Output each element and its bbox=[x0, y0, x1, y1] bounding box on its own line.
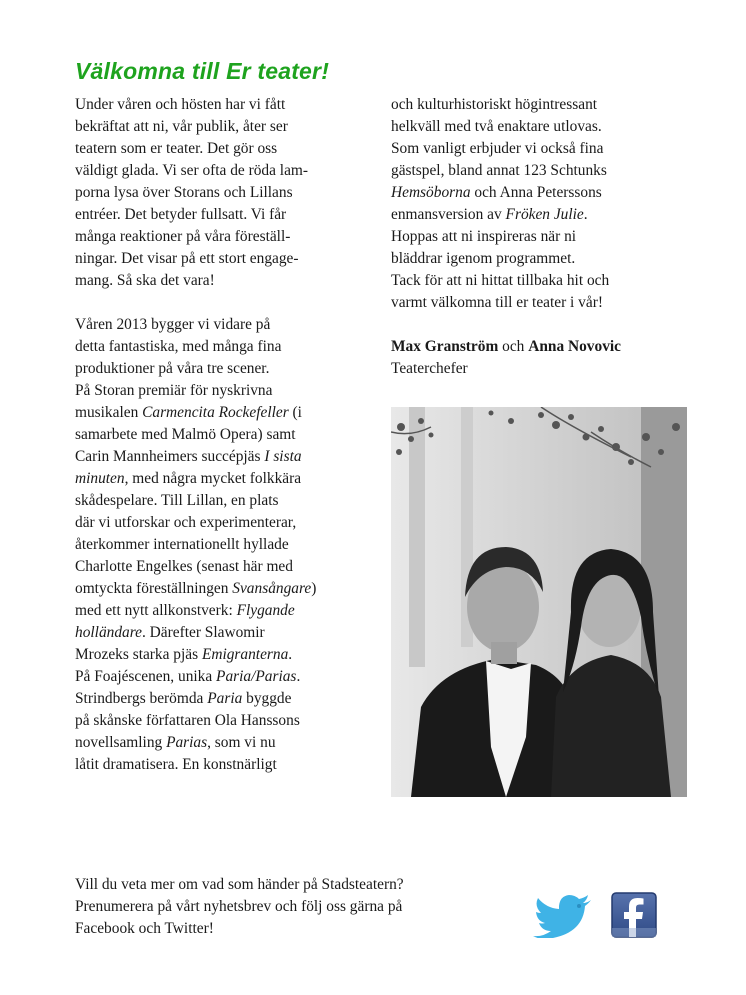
text-line: där vi utforskar och experimenterar, bbox=[75, 514, 297, 531]
page-title: Välkomna till Er teater! bbox=[75, 58, 330, 84]
play-title: holländare bbox=[75, 624, 142, 641]
signature-name: Anna Novovic bbox=[528, 338, 621, 355]
text-line: Tack för att ni hittat tillbaka hit och bbox=[391, 272, 610, 289]
text-line: holländare. Därefter Slawomir bbox=[75, 624, 265, 641]
text-line: Som vanligt erbjuder vi också fina bbox=[391, 140, 604, 157]
text-line: Hoppas att ni inspireras när ni bbox=[391, 228, 577, 245]
text-line: låtit dramatisera. En konstnärligt bbox=[75, 756, 277, 773]
signature bbox=[391, 336, 691, 380]
text-line: produktioner på våra tre scener. bbox=[75, 360, 270, 377]
text-line: teatern som er teater. Det gör oss bbox=[75, 140, 278, 157]
text-line: Hemsöborna och Anna Peterssons bbox=[391, 184, 602, 201]
text-line: porna lysa över Storans och Lillans bbox=[75, 184, 293, 201]
text-line: Under våren och hösten har vi fått bbox=[75, 96, 286, 113]
text-line: omtyckta föreställningen Svansångare) bbox=[75, 580, 317, 597]
text-line: skådespelare. Till Lillan, en plats bbox=[75, 492, 279, 509]
text-line: Charlotte Engelkes (senast här med bbox=[75, 558, 293, 575]
footer-line: Facebook och Twitter! bbox=[75, 920, 214, 937]
text-line: novellsamling Parias, som vi nu bbox=[75, 734, 276, 751]
left-column bbox=[75, 94, 375, 776]
play-title: Paria bbox=[207, 690, 243, 707]
play-title: Svansångare bbox=[232, 580, 312, 597]
text-line: helkväll med två enaktare utlovas. bbox=[391, 118, 602, 135]
signature-names: Max Granström och Anna Novovic bbox=[391, 338, 621, 355]
text-line: återkommer internationellt hyllade bbox=[75, 536, 289, 553]
text-line: ningar. Det visar på ett stort engage- bbox=[75, 250, 299, 267]
text-line: med ett nytt allkonstverk: Flygande bbox=[75, 602, 295, 619]
text-line: och kulturhistoriskt högintressant bbox=[391, 96, 598, 113]
footer-line: Prenumerera på vårt nyhetsbrev och följ oss gärna på bbox=[75, 898, 403, 915]
text-line: många reaktioner på våra föreställ- bbox=[75, 228, 291, 245]
play-title: I sista bbox=[264, 448, 302, 465]
facebook-f-icon[interactable] bbox=[611, 892, 657, 943]
text-line: Våren 2013 bygger vi vidare på bbox=[75, 316, 271, 333]
text-line: på skånske författaren Ola Hanssons bbox=[75, 712, 300, 729]
play-title: Fröken Julie bbox=[505, 206, 584, 223]
text-line: minuten, med några mycket folkkära bbox=[75, 470, 302, 487]
text-line: Carin Mannheimers succépjäs I sista bbox=[75, 448, 302, 465]
paragraph-spring-program bbox=[75, 314, 375, 776]
text-line: detta fantastiska, med många fina bbox=[75, 338, 282, 355]
twitter-bird-icon[interactable] bbox=[533, 894, 595, 943]
play-title: minuten bbox=[75, 470, 125, 487]
signature-role: Teaterchefer bbox=[391, 360, 468, 377]
footer-line: Vill du veta mer om vad som händer på Stadsteatern? bbox=[75, 876, 404, 893]
play-title: Carmencita Rockefeller bbox=[142, 404, 289, 421]
newsletter-footer bbox=[75, 874, 404, 940]
play-title: Paria/Parias bbox=[216, 668, 297, 685]
text-line: varmt välkomna till er teater i vår! bbox=[391, 294, 603, 311]
directors-photo bbox=[391, 407, 687, 797]
text-line: Strindbergs berömda Paria byggde bbox=[75, 690, 292, 707]
right-column bbox=[391, 94, 691, 380]
play-title: Emigranterna bbox=[201, 646, 289, 663]
text-line: På Foajéscenen, unika Paria/Parias. bbox=[75, 668, 301, 685]
text-line: mang. Så ska det vara! bbox=[75, 272, 215, 289]
text-line: bläddrar igenom programmet. bbox=[391, 250, 576, 267]
text-line: väldigt glada. Vi ser ofta de röda lam- bbox=[75, 162, 308, 179]
play-title: Hemsöborna bbox=[391, 184, 471, 201]
text-line: På Storan premiär för nyskrivna bbox=[75, 382, 273, 399]
signature-name: Max Granström bbox=[391, 338, 499, 355]
play-title: Parias bbox=[166, 734, 208, 751]
text-line: samarbete med Malmö Opera) samt bbox=[75, 426, 296, 443]
play-title: Flygande bbox=[236, 602, 295, 619]
text-line: entréer. Det betyder fullsatt. Vi får bbox=[75, 206, 287, 223]
paragraph-intro bbox=[75, 94, 375, 292]
text-line: enmansversion av Fröken Julie. bbox=[391, 206, 588, 223]
text-line: gästspel, bland annat 123 Schtunks bbox=[391, 162, 607, 179]
text-line: bekräftat att ni, vår publik, åter ser bbox=[75, 118, 288, 135]
text-line: musikalen Carmencita Rockefeller (i bbox=[75, 404, 302, 421]
text-line: Mrozeks starka pjäs Emigranterna. bbox=[75, 646, 293, 663]
